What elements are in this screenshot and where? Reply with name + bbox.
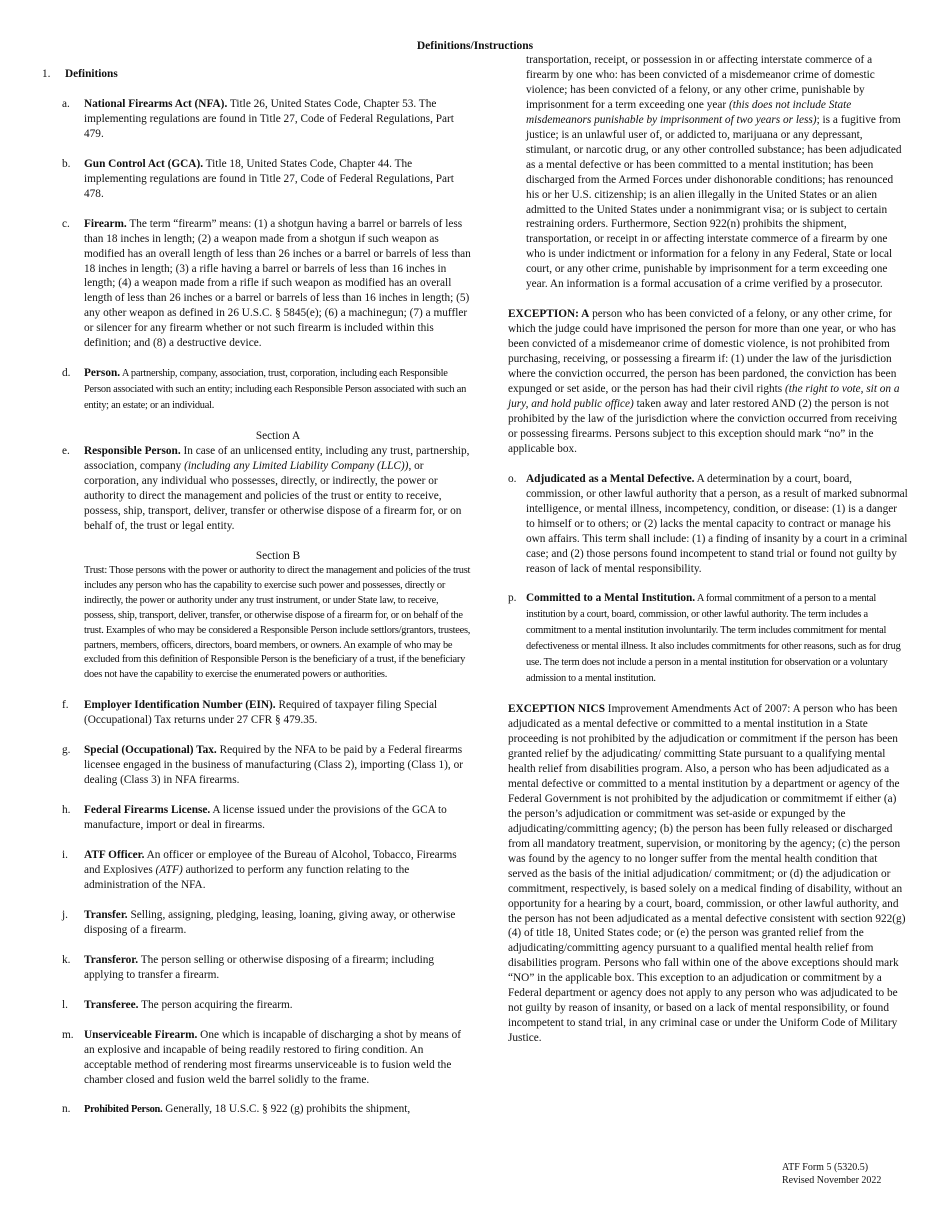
term: Employer Identification Number (EIN).: [84, 699, 276, 712]
definition-h: h. Federal Firearms License. A license issued under the provisions of the GCA to manufacture, import or deal in firearms.: [62, 804, 447, 832]
definition-p: p. Committed to a Mental Institution. A formal commitment of a person to a mental institution by a court, board, commission, or other lawful authority. The term includes a commitment to a mental institution involuntarily. The term includes commitment for mental defectiveness or mental illness. It also includes commitments for other reasons, such as for drug use. The term does not include a person in a mental institution for observation or a voluntary admission to a mental institution.: [508, 592, 901, 685]
exception-nics: EXCEPTION NICS Improvement Amendments Act of 2007: A person who has been adjudicated as a mental defective or committed to a mental institution in a State proceeding is not prohibited by the adjudication or commitment if the person has been granted relief by the adjudicating/ committing State pursuant to a qualifying mental health relief from disabilities program. Also, a person who has been adjudicated as a mental defective or committed to a mental institution by a department or agency of the Federal Government is not prohibited by the adjudication or commitmemt if either (a) the person’s adjudication or commitment was set-aside or expunged by the adjudicating/committing agency; (b) the person has been fully released or discharged from all mandatory treatment, supervision, or monitoring by the agency; (c) the person was found by the agency to no longer suffer from the mental health condition that served as the basis of the initial adjudication/ commitment; or (d) the adjudication or commitment, respectively, is based solely on a medical finding of disability, without an opportunity for a hearing by a court, board, commission, or other lawful authority, and the person has not been adjudicated as a mental defective consistent with section 922(g)(4) of title 18, United States code; or (e) the person was granted relief from the adjudicating/committing agency pursuant to a qualified mental health relief from disabilities program. Persons who fall within one of the above exceptions should mark “NO” in the applicable box. This exception to an adjudication or commitment by a Federal department or agency does not apply to any person who was adjudicated to be not guilty by reason of insanity, or based on a lack of mental responsibility, or found incompetent to stand trial, in any criminal case or under the Uniform Code of Military Justice.: [508, 703, 906, 1045]
term: Special (Occupational) Tax.: [84, 744, 217, 757]
section-b-heading: Section B: [255, 549, 301, 562]
term: Prohibited Person.: [84, 1104, 163, 1116]
form-footer: [782, 1161, 881, 1187]
section-b-text: Trust: Those persons with the power or authority to direct the management and policies of the trust includes any person who has the capability to exercise such power and possesses, directly or indirectly, the power or authority under any trust instrument, or under State law, to receive, possess, ship, transport, deliver, transfer, or otherwise dispose of a firearm for, or on behalf of the trust. Examples of who may be considered a Responsible Person include settlors/grantors, trustees, partners, members, officers, directors, board members, or owners. An example of who may be excluded from this definition of Responsible Person is the beneficiary of a trust, if the beneficiary does not have the capability to exercise the enumerated powers or authorities.: [84, 564, 471, 681]
definition-o: o. Adjudicated as a Mental Defective. A determination by a court, board, commission, or other lawful authority that a person, as a result of marked subnormal intelligence, or mental illness, incompetency, condition, or disease: (1) is a danger to himself or to others; or (2) lacks the mental capacity to contract or manage his own affairs. This term shall include: (1) a finding of insanity by a court in a criminal case; and (2) those persons found incompetent to stand trial or found not guilty by reason of lack of mental responsibility.: [508, 472, 908, 575]
definition-f: f. Employer Identification Number (EIN). Required of taxpayer filing Special (Occupational) Tax returns under 27 CFR § 479.35.: [62, 699, 438, 727]
definition-g: g. Special (Occupational) Tax. Required by the NFA to be paid by a Federal firearms licensee engaged in the business of manufacturing (Class 2), importing (Class 1), or dealing (Class 3) in NFA firearms.: [62, 744, 463, 787]
revision-date: Revised November 2022: [782, 1175, 882, 1186]
definition-b: b. Gun Control Act (GCA). Title 18, United States Code, Chapter 44. The implementing regulations are found in Title 27, Code of Federal Regulations, Part 478.: [62, 157, 454, 200]
term: Person.: [84, 367, 121, 380]
definition-c: c. Firearm. The term “firearm” means: (1) a shotgun having a barrel or barrels of less than 18 inches in length; (2) a weapon made from a shotgun if such weapon as modified has an overall length of less than 26 inches or a barrel or barrels of less than 18 inches in length; (3) a rifle having a barrel or barrels of less than 16 inches in length; (4) a weapon made from a rifle if such weapon as modified has an overall length of less than 26 inches or a barrel or barrels of less than 16 inches in length; (5) any other weapon as defined in 26 U.S.C. § 5845(e); (6) a machinegun; (7) a muffler or silencer for any firearm whether or not such firearm is included within this definition; and (8) a destructive device.: [62, 217, 471, 350]
term: Responsible Person.: [84, 445, 181, 458]
definition-l: l. Transferee. The person acquiring the firearm.: [62, 998, 293, 1011]
definition-a: a. National Firearms Act (NFA). Title 26, United States Code, Chapter 53. The implementing regulations are found in Title 27, Code of Federal Regulations, Part 479.: [62, 97, 454, 140]
term: ATF Officer.: [84, 849, 145, 862]
page-title: Definitions/Instructions: [416, 40, 534, 52]
exception-felony: EXCEPTION: A person who has been convicted of a felony, or any other crime, for which the judge could have imprisoned the person for more than one year, or who has been convicted of a misdemeanor crime of domestic violence, is not prohibited from purchasing, receiving, or possessing a firearm if: (1) under the law of the jurisdiction where the conviction occurred, the person has been pardoned, the conviction has been expunged or set aside, or the person has had their civil rights (the right to vote, sit on a jury, and hold public office) taken away and later restored AND (2) the person is not prohibited by the law of the jurisdiction where the conviction occurred from receiving or possessing firearms. Persons subject to this exception should mark “no” in the applicable box.: [508, 308, 900, 455]
term: Transfer.: [84, 908, 128, 921]
left-column: [42, 67, 472, 1133]
term: Gun Control Act (GCA).: [84, 157, 204, 170]
definition-n: n. Prohibited Person. Generally, 18 U.S.C. § 922 (g) prohibits the shipment,: [62, 1103, 411, 1116]
definition-e: e. Responsible Person. In case of an unlicensed entity, including any trust, partnership, association, company (including any Limited Liability Company (LLC)), or corporation, any individual who possesses, directly, or indirectly, the power or authority to direct the management and policies of the trust or entity to receive, possess, ship, transport, deliver, transfer or otherwise dispose of a firearm for, or on behalf of, the trust or legal entity.: [62, 445, 470, 532]
term: Transferor.: [84, 953, 139, 966]
term: National Firearms Act (NFA).: [84, 97, 228, 110]
exception-label: EXCEPTION NICS: [508, 703, 605, 716]
right-column: [508, 53, 908, 1061]
section-number: 1.: [42, 68, 51, 80]
term: Adjudicated as a Mental Defective.: [526, 472, 695, 485]
term: Unserviceable Firearm.: [84, 1028, 198, 1041]
term: Transferee.: [84, 998, 139, 1011]
section-a-heading: Section A: [255, 430, 301, 443]
section-heading: [42, 67, 472, 82]
exception-label: EXCEPTION: A: [508, 308, 590, 321]
term: Federal Firearms License.: [84, 804, 211, 817]
definition-i: i. ATF Officer. An officer or employee of the Bureau of Alcohol, Tobacco, Firearms and Explosives (ATF) authorized to perform any function relating to the administration of the NFA.: [62, 849, 457, 891]
form-number: ATF Form 5 (5320.5): [782, 1162, 869, 1173]
definition-n-continued: transportation, receipt, or possession in or affecting interstate commerce of a firearm by one who: has been convicted of a misdemeanor crime of domestic violence; has been convicted of a felony, or any other crime, punishable by imprisonment for a term exceeding one year (this does not include State misdemeanors punishable by imprisonment of two years or less); is a fugitive from justice; is an unlawful user of, or addicted to, marijuana or any depressant, stimulant, or narcotic drug, or any other controlled substance; has been adjudicated as a mental defective or has been committed to a mental institution; has been discharged from the Armed Forces under dishonorable conditions; has renounced his or her U.S. citizenship; is an alien illegally in the United States or an alien admitted to the United States under a nonimmigrant visa; or is subject to certain restraining orders. Furthermore, Section 922(n) prohibits the shipment, transportation, or receipt in or affecting interstate commerce of a firearm by one who is under indictment or information for a felony in any Federal, State or local court, or any other crime, punishable by imprisonment for a term exceeding one year. An information is a formal accusation of a crime verified by a prosecutor.: [526, 54, 902, 291]
section-title: Definitions: [65, 68, 118, 80]
definition-m: m. Unserviceable Firearm. One which is incapable of discharging a shot by means of an explosive and incapable of being readily restored to firing condition. An acceptable method of rendering most firearms unserviceable is to fusion weld the chamber closed and fusion weld the barrel solidly to the frame.: [62, 1028, 461, 1086]
term: Committed to a Mental Institution.: [526, 592, 696, 605]
definition-j: j. Transfer. Selling, assigning, pledging, leasing, loaning, giving away, or otherwise disposing of a firearm.: [62, 908, 456, 936]
definition-k: k. Transferor. The person selling or otherwise disposing of a firearm; including applying to transfer a firearm.: [62, 953, 435, 981]
definition-d: d. Person. A partnership, company, association, trust, corporation, including each Responsible Person associated with such an entity; including each Responsible Person associated with such an entity; an estate; or an individual.: [62, 367, 467, 412]
term: Firearm.: [84, 217, 127, 230]
